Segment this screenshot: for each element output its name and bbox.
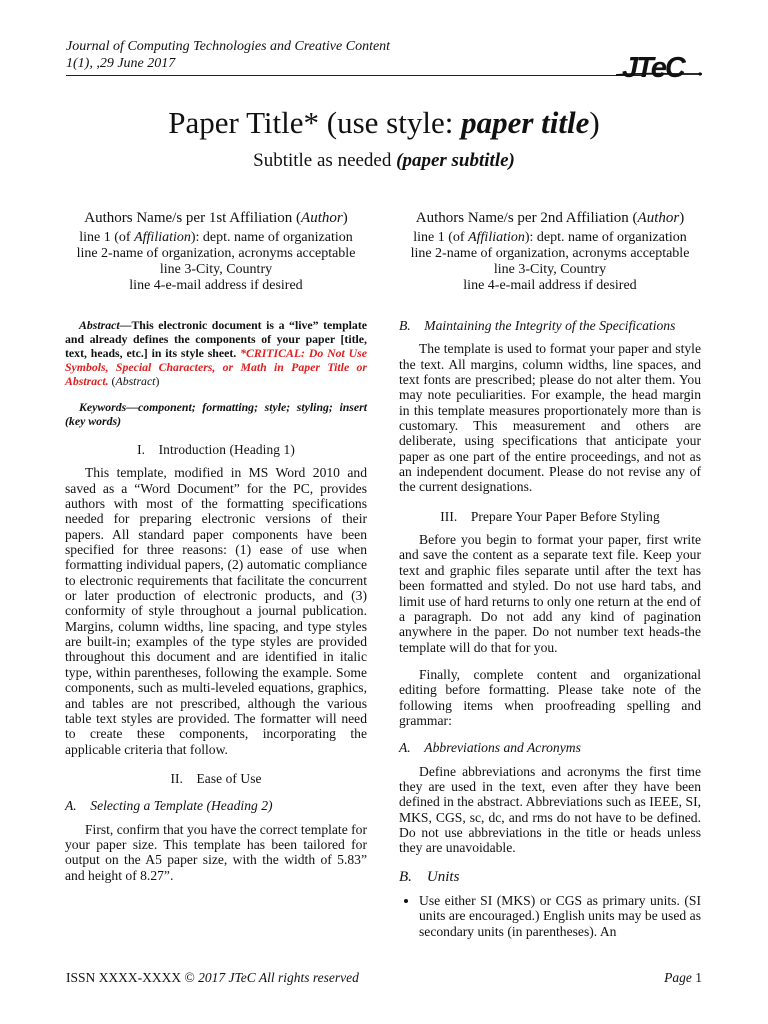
journal-header xyxy=(66,38,390,72)
prepare-paper-paragraph-2: Finally, complete content and organizational editing before formatting. Please take note of the following items when proofreading spelling and grammar: xyxy=(399,666,701,728)
page-number: 1 xyxy=(695,970,702,985)
units-list xyxy=(399,893,701,939)
logo-dot xyxy=(698,72,701,75)
units-bullet: • Use either SI (MKS) or CGS as primary units. (SI units are encouraged.) English units may be used as secondary units (in parentheses). An xyxy=(419,893,701,939)
author-block-2 xyxy=(385,210,715,294)
title-style: paper title xyxy=(461,105,590,140)
abstract-lead: Abstract xyxy=(79,318,120,332)
affiliation-line-4: line 4-e-mail address if desired xyxy=(463,278,637,293)
paper-title xyxy=(0,104,768,142)
heading-maintaining-integrity: B. Maintaining the Integrity of the Specifications xyxy=(399,318,676,333)
author-name: Authors Name/s per 2nd Affiliation (Author) xyxy=(415,210,685,226)
title-close: ) xyxy=(589,105,600,140)
header-rule xyxy=(66,75,646,76)
footer-page xyxy=(664,970,702,986)
author-block-1 xyxy=(51,210,381,294)
affiliation-line-4: line 4-e-mail address if desired xyxy=(129,278,303,293)
affiliation-line-3: line 3-City, Country xyxy=(159,262,273,277)
heading-introduction: I. Introduction (Heading 1) xyxy=(137,442,295,457)
abstract-style-label: Abstract xyxy=(115,374,156,388)
affiliation-line-1: line 1 (of Affiliation): dept. name of organization xyxy=(79,230,353,245)
affiliation-line-3: line 3-City, Country xyxy=(493,262,607,277)
paper-subtitle xyxy=(0,149,768,173)
journal-issue: 1(1), ,29 June 2017 xyxy=(66,56,176,71)
selecting-template-paragraph: First, confirm that you have the correct template for your paper size. This template has been tailored for output on the A5 paper size, with the width of 5.83” and height of 8.27”. xyxy=(65,821,367,883)
abbreviations-paragraph: Define abbreviations and acronyms the first time they are used in the text, even after they have been defined in the abstract. Abbreviations such as IEEE, SI, MKS, CGS, sc, dc, and rms do not have to be defined. Do not use abbreviations in the title or heads unless they are unavoidable. xyxy=(399,763,701,856)
jtec-logo xyxy=(614,44,706,84)
title-main: Paper Title* (use style: xyxy=(168,105,462,140)
abstract: Abstract—This electronic document is a “live” template and already defines the components of your paper [title, text, heads, etc.] in its style sheet. *CRITICAL: Do Not Use Symbols, Special Characters, or Math in Paper Title or Abstract. (Abstract) xyxy=(65,318,367,388)
heading-selecting-template: A. Selecting a Template (Heading 2) xyxy=(65,798,273,814)
page-label: Page xyxy=(664,970,692,985)
journal-name: Journal of Computing Technologies and Creative Content xyxy=(66,39,391,54)
heading-ease-of-use: II. Ease of Use xyxy=(170,770,262,786)
introduction-paragraph: This template, modified in MS Word 2010 and saved as a “Word Document” for the PC, provides authors with most of the formatting specifications needed for preparing electronic versions of their papers. All standard paper components have been specified for three reasons: (1) ease of use when formatting individual papers, (2) automatic compliance to electronic requirements that facilitate the concurrent or later production of electronic products, and (3) conformity of style throughout a journal publication. Margins, column widths, line spacing, and type styles are built-in; examples of the type styles are provided throughout this document and are identified in italic type, within parentheses, following the example. Some components, such as multi-leveled equations, graphics, and tables are not prescribed, although the various table text styles are provided. The formatter will need to create these components, incorporating the applicable criteria that follow. xyxy=(65,465,367,757)
abstract-critical-note: *CRITICAL: Do Not Use Symbols, Special Characters, or Math in Paper Title or Abstract. xyxy=(65,346,367,388)
heading-abbreviations: A. Abbreviations and Acronyms xyxy=(399,740,581,756)
maintaining-integrity-paragraph: The template is used to format your paper and style the text. All margins, column widths, line spaces, and text fonts are prescribed; please do not alter them. You may note peculiarities. For example, the head margin in this template measures proportionately more than is customary. This measurement and others are deliberate, using specifications that anticipate your paper as one part of the entire proceedings, and not as an independent document. Please do not revise any of the current designations. xyxy=(399,341,701,495)
affiliation-line-1: line 1 (of Affiliation): dept. name of organization xyxy=(413,230,687,245)
logo-text: JTeC xyxy=(622,52,684,84)
affiliation-line-2: line 2-name of organization, acronyms acceptable xyxy=(76,246,356,261)
heading-prepare-paper: III. Prepare Your Paper Before Styling xyxy=(440,508,660,524)
heading-units: B. Units xyxy=(399,868,460,885)
left-column xyxy=(65,318,367,883)
subtitle-main: Subtitle as needed xyxy=(253,150,397,171)
subtitle-style: (paper subtitle) xyxy=(396,150,515,171)
footer-copyright: ISSN XXXX-XXXX © 2017 JTeC All rights reserved xyxy=(66,970,359,985)
affiliation-line-2: line 2-name of organization, acronyms acceptable xyxy=(410,246,690,261)
keywords: Keywords—component; formatting; style; styling; insert (key words) xyxy=(65,400,367,428)
abstract-body: —This electronic document is a “live” template and already defines the components of your paper [title, text, heads, etc.] in its style sheet. xyxy=(65,318,367,360)
author-name: Authors Name/s per 1st Affiliation (Author) xyxy=(84,210,348,226)
right-column xyxy=(399,318,701,939)
prepare-paper-paragraph-1: Before you begin to format your paper, first write and save the content as a separate text file. Keep your text and graphic files separate until after the text has been formatted and styled. Do not use hard tabs, and limit use of hard returns to only one return at the end of a paragraph. Do not add any kind of pagination anywhere in the paper. Do not number text heads-the template will do that for you. xyxy=(399,532,702,655)
